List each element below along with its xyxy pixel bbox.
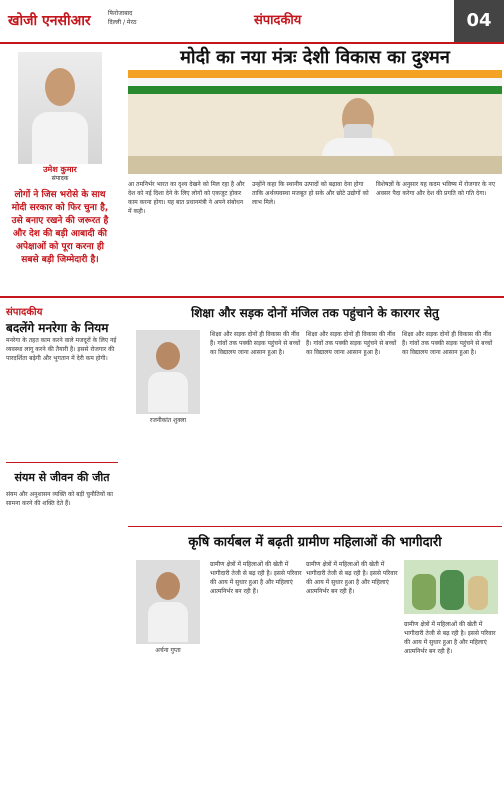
- bottom-divider: [128, 526, 502, 527]
- bottom-photo: [404, 560, 498, 614]
- middle-author-head-icon: [156, 342, 180, 370]
- main-column-2: उन्होंने कहा कि स्थानीय उत्पादों को बढ़ावा देना होगा ताकि अर्थव्यवस्था मजबूत हो सके और छोटे उद्योगों को लाभ मिले।: [252, 181, 369, 206]
- header-meta: [108, 9, 248, 27]
- section-title: संपादकीय: [254, 13, 302, 28]
- bottom-author-name: अर्चना गुप्ता: [155, 647, 181, 654]
- bottom-col-2: ग्रामीण क्षेत्रों में महिलाओं की खेती में भागीदारी तेजी से बढ़ रही है। इससे परिवार की आय में सुधार हुआ है और महिलाएं आत्मनिर्भर बन रही हैं।: [306, 561, 398, 595]
- section-divider: [0, 296, 504, 298]
- header-meta-line-2: दिल्ली / मेरठ: [108, 19, 137, 26]
- page-number-text: 04: [466, 10, 492, 31]
- flag-green: [128, 86, 502, 94]
- author-role: संपादक: [51, 175, 69, 182]
- left-bottom-title: संयम से जीवन की जीत: [14, 471, 110, 484]
- bottom-author-photo: [136, 560, 200, 644]
- author-head-icon: [45, 68, 75, 106]
- middle-col-2: शिक्षा और सड़क दोनों ही विकास की नींव हैं। गांवों तक पक्की सड़क पहुंचने से बच्चों का विद्यालय जाना आसान हुआ है।: [306, 331, 397, 356]
- header-meta-line-1: फिरोजाबाद: [108, 10, 133, 17]
- main-column-3: विशेषज्ञों के अनुसार यह कदम भविष्य में रोजगार के नए अवसर पैदा करेगा और देश की प्रगति को गति देगा।: [376, 181, 496, 197]
- left-bottom-text: संयम और अनुशासन व्यक्ति को बड़ी चुनौतियों का सामना करने की शक्ति देते हैं।: [6, 491, 113, 507]
- middle-author-body-icon: [148, 372, 188, 412]
- bottom-author-body-icon: [148, 602, 188, 642]
- farmer-figure-icon-3: [468, 576, 488, 610]
- crowd-area: [128, 156, 502, 174]
- author-body-icon: [32, 112, 88, 164]
- left-divider: [6, 462, 118, 463]
- hero-image: [128, 70, 502, 174]
- masthead: [0, 0, 504, 44]
- newspaper-logo: खोजी एनसीआर: [8, 13, 91, 29]
- author-photo: [18, 52, 102, 164]
- page-number: [454, 0, 504, 42]
- flag-saffron: [128, 70, 502, 78]
- bottom-author-head-icon: [156, 572, 180, 600]
- author-name: उमेश कुमार: [43, 165, 77, 174]
- bottom-col-1: ग्रामीण क्षेत्रों में महिलाओं की खेती में भागीदारी तेजी से बढ़ रही है। इससे परिवार की आय में सुधार हुआ है और महिलाएं आत्मनिर्भर बन रही हैं।: [210, 561, 302, 595]
- main-column-1: आ तमनिर्भर भारत का दृश्य देखने को मिल रहा है और देश को नई दिशा देने के लिए लोगों को एकजुट होकर काम करना होगा। यह बात प्रधानमंत्री ने अपने संबोधन में कही।: [128, 181, 245, 215]
- farmer-figure-icon: [412, 574, 436, 610]
- bottom-title: कृषि कार्यबल में बढ़ती ग्रामीण महिलाओं की भागीदारी: [188, 535, 442, 550]
- pullquote: लोगों ने जिस भरोसे के साथ मोदी सरकार को फिर चुना है, उसे बनाए रखने की जरूरत है और देश की बड़ी आबादी की अपेक्षाओं को पूरा करना ही सबसे बड़ी जिम्मेदारी है।: [11, 190, 109, 265]
- left-section-heading: संपादकीय: [6, 307, 43, 318]
- left-article-title: बदलेंगे मनरेगा के नियम: [6, 321, 109, 335]
- middle-author-name: रजनीकांत शुक्ला: [149, 417, 187, 424]
- bottom-col-3: ग्रामीण क्षेत्रों में महिलाओं की खेती में भागीदारी तेजी से बढ़ रही है। इससे परिवार की आय में सुधार हुआ है और महिलाएं आत्मनिर्भर बन रही हैं।: [404, 621, 496, 655]
- flag-white: [128, 78, 502, 86]
- main-headline: मोदी का नया मंत्रः देशी विकास का दुश्मन: [180, 47, 450, 68]
- middle-author-photo: [136, 330, 200, 414]
- middle-col-1: शिक्षा और सड़क दोनों ही विकास की नींव हैं। गांवों तक पक्की सड़क पहुंचने से बच्चों का विद्यालय जाना आसान हुआ है।: [210, 331, 301, 356]
- middle-col-3: शिक्षा और सड़क दोनों ही विकास की नींव हैं। गांवों तक पक्की सड़क पहुंचने से बच्चों का विद्यालय जाना आसान हुआ है।: [402, 331, 493, 356]
- middle-title: शिक्षा और सड़क दोनों मंजिल तक पहुंचाने के कारगर सेतु: [191, 306, 439, 320]
- left-article-text: मनरेगा के तहत काम करने वाले मजदूरों के लिए नई व्यवस्था लागू करने की तैयारी है। इससे रोजगार की पारदर्शिता बढ़ेगी और भुगतान में देरी कम होगी।: [6, 337, 117, 362]
- left-column: [0, 44, 120, 296]
- farmer-figure-icon-2: [440, 570, 464, 610]
